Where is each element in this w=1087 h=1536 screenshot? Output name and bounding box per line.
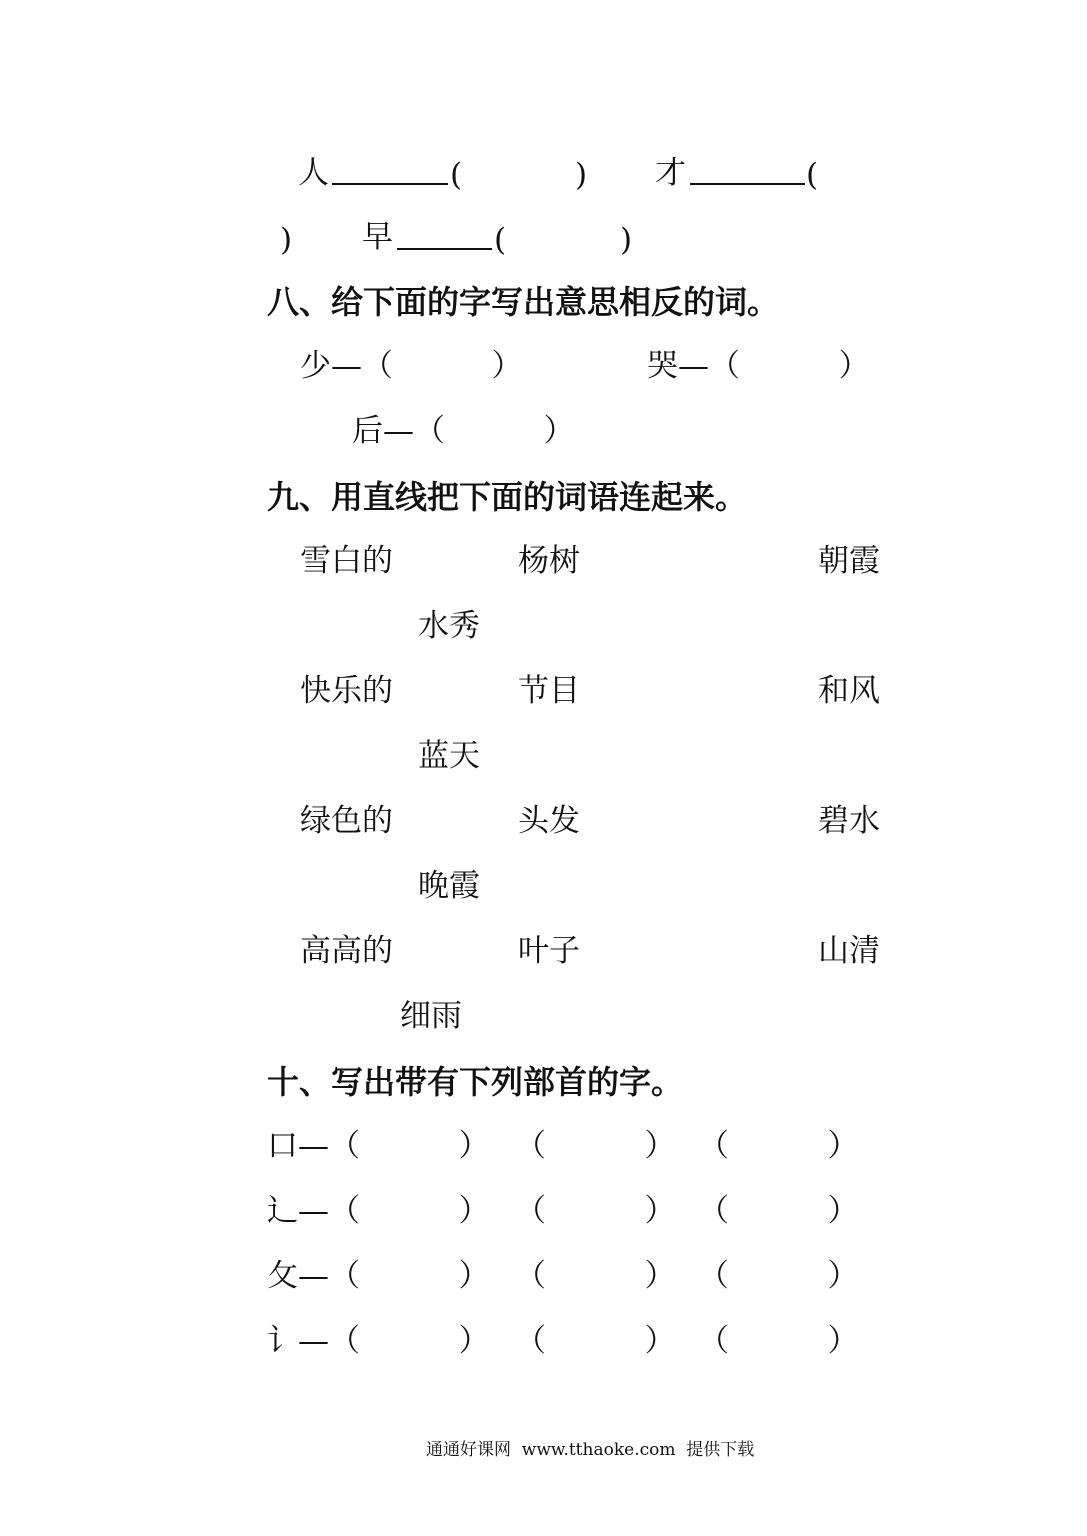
q7-blank-ren[interactable] xyxy=(332,183,448,185)
q9-right-word[interactable]: 朝霞 xyxy=(818,543,880,579)
q8-item-hou: 后—（ ） xyxy=(352,413,575,449)
q7-paren-open: ( xyxy=(806,157,819,193)
q9-right-word[interactable]: 和风 xyxy=(818,673,880,709)
q10-blank[interactable]: （ ） xyxy=(329,1128,490,1164)
q9-heading: 九、用直线把下面的词语连起来。 xyxy=(267,478,748,516)
q10-radical: 攵— xyxy=(267,1258,329,1294)
q9-between-word[interactable]: 晚霞 xyxy=(418,868,480,904)
q7-char-zao: 早 xyxy=(362,219,393,255)
q10-blank[interactable]: （ ） xyxy=(698,1258,859,1294)
q7-paren-close: ) xyxy=(575,157,588,193)
q9-middle-word[interactable]: 节目 xyxy=(518,673,580,709)
q9-left-word[interactable]: 雪白的 xyxy=(300,543,393,579)
q10-blank[interactable]: （ ） xyxy=(329,1193,490,1229)
q9-between-word[interactable]: 细雨 xyxy=(400,998,462,1034)
q9-left-word[interactable]: 绿色的 xyxy=(300,803,393,839)
q7-paren-open: ( xyxy=(494,222,507,258)
q10-blank[interactable]: （ ） xyxy=(515,1193,676,1229)
footer-source: 通通好课网 www.tthaoke.com 提供下载 xyxy=(426,1440,755,1460)
q7-paren-close: ) xyxy=(280,222,293,258)
q8-item-ku: 哭—（ ） xyxy=(647,348,870,384)
q7-char-ren: 人 xyxy=(298,155,329,191)
q9-between-word[interactable]: 水秀 xyxy=(418,608,480,644)
q9-middle-word[interactable]: 杨树 xyxy=(518,543,580,579)
q9-left-word[interactable]: 快乐的 xyxy=(300,673,393,709)
q10-blank[interactable]: （ ） xyxy=(698,1323,859,1359)
q10-blank[interactable]: （ ） xyxy=(515,1128,676,1164)
q7-char-cai: 才 xyxy=(655,155,686,191)
q10-radical: 讠— xyxy=(267,1323,329,1359)
q9-middle-word[interactable]: 叶子 xyxy=(518,933,580,969)
q10-blank[interactable]: （ ） xyxy=(698,1128,859,1164)
q9-left-word[interactable]: 高高的 xyxy=(300,933,393,969)
q10-blank[interactable]: （ ） xyxy=(698,1193,859,1229)
q7-paren-open: ( xyxy=(450,157,463,193)
q7-paren-close: ) xyxy=(620,222,633,258)
q10-blank[interactable]: （ ） xyxy=(515,1258,676,1294)
q7-blank-zao[interactable] xyxy=(397,248,492,250)
q9-middle-word[interactable]: 头发 xyxy=(518,803,580,839)
q10-radical: 辶— xyxy=(267,1193,329,1229)
q9-right-word[interactable]: 山清 xyxy=(818,933,880,969)
q10-blank[interactable]: （ ） xyxy=(515,1323,676,1359)
q8-item-shao: 少—（ ） xyxy=(300,348,523,384)
q10-heading: 十、写出带有下列部首的字。 xyxy=(267,1063,684,1101)
q10-radical: 口— xyxy=(267,1128,329,1164)
q9-between-word[interactable]: 蓝天 xyxy=(418,738,480,774)
q8-heading: 八、给下面的字写出意思相反的词。 xyxy=(267,283,780,321)
q9-right-word[interactable]: 碧水 xyxy=(818,803,880,839)
q10-blank[interactable]: （ ） xyxy=(329,1258,490,1294)
q10-blank[interactable]: （ ） xyxy=(329,1323,490,1359)
q7-blank-cai[interactable] xyxy=(690,183,805,185)
